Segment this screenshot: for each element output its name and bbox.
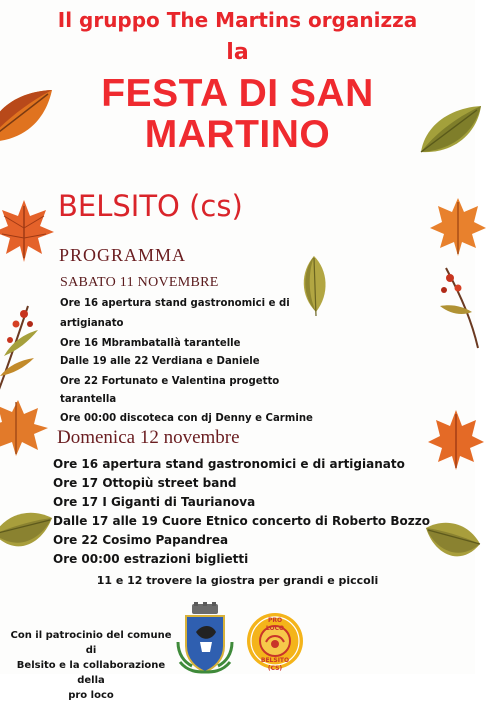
patronage-line-3: pro loco [68, 690, 114, 701]
event-title [0, 73, 475, 155]
patronage-line-1: Con il patrocinio del comune di [10, 630, 172, 656]
saturday-item: Ore 22 Fortunato e Valentina progetto [60, 374, 280, 387]
program-heading: PROGRAMMA [59, 245, 187, 265]
sunday-item: Ore 17 Ottopiù street band [53, 476, 237, 490]
left-lower-leaf-icon [0, 398, 50, 458]
carousel-note: 11 e 12 trovere la giostra per grandi e piccoli [96, 574, 379, 587]
sunday-item: Ore 17 I Giganti di Taurianova [53, 495, 256, 509]
patronage-line-2: Belsito e la collaborazione della [16, 660, 166, 686]
sunday-item: Ore 00:00 estrazioni biglietti [53, 552, 249, 566]
organizer-line: Il gruppo The Martins organizza [57, 8, 418, 32]
event-title-line-2: MARTINO [144, 113, 331, 156]
patronage-text [8, 628, 174, 703]
bottom-right-leaf-icon [424, 514, 484, 576]
saturday-item: Ore 16 Mbrambatallà tarantelle [60, 336, 241, 349]
sunday-item: Ore 22 Cosimo Papandrea [53, 533, 229, 547]
article-line: la [226, 40, 249, 65]
place-name: BELSITO (cs) [58, 189, 243, 223]
event-title-line-1: FESTA DI SAN [101, 72, 374, 115]
pro-loco-top-text: PRO LOCO [265, 617, 285, 632]
left-berry-branch-icon [0, 296, 46, 396]
pro-loco-bottom-text: BELSITO (CS) [260, 657, 290, 672]
right-berry-branch-icon [432, 262, 482, 352]
saturday-item: Ore 16 apertura stand gastronomici e di [60, 296, 290, 309]
saturday-item: artigianato [60, 316, 124, 329]
sunday-heading: Domenica 12 novembre [57, 427, 240, 448]
coat-of-arms-icon [172, 602, 238, 674]
right-maple-leaf-icon [430, 196, 486, 258]
saturday-item: tarantella [60, 392, 117, 405]
middle-green-leaf-icon [296, 254, 332, 318]
sunday-item: Ore 16 apertura stand gastronomici e di artigianato [53, 457, 405, 471]
sunday-item: Dalle 17 alle 19 Cuore Etnico concerto di Roberto Bozzo [53, 514, 430, 528]
right-lower-leaf-icon [428, 408, 484, 472]
saturday-item: Ore 00:00 discoteca con dj Denny e Carmine [60, 411, 313, 424]
left-maple-leaf-icon [0, 198, 54, 264]
bottom-left-leaf-icon [0, 504, 54, 566]
saturday-heading: SABATO 11 NOVEMBRE [60, 275, 219, 290]
saturday-item: Dalle 19 alle 22 Verdiana e Daniele [60, 354, 260, 367]
